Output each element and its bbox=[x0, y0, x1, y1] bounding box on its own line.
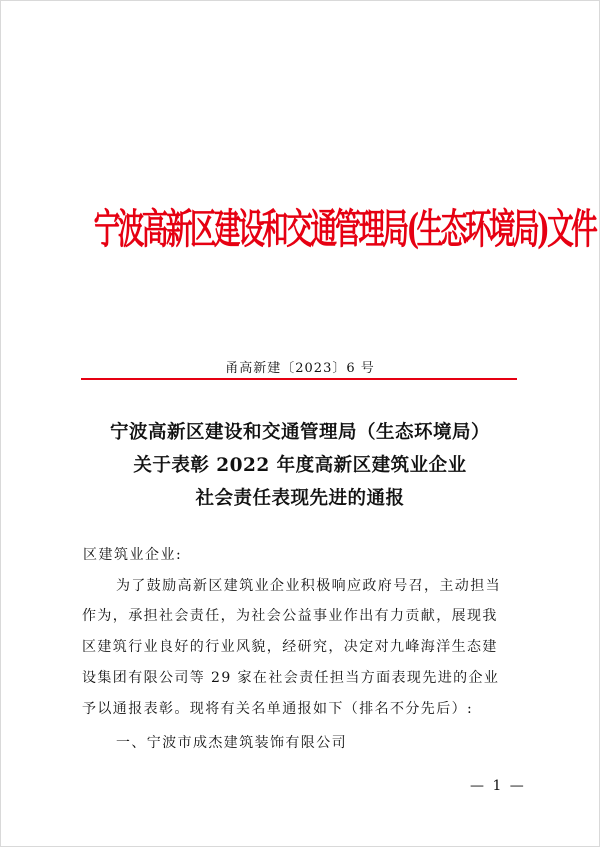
body-paragraph-line: 设集团有限公司等 29 家在社会责任担当方面表现先进的企业 bbox=[82, 670, 500, 686]
notice-title-line-2: 关于表彰 2022 年度高新区建筑业企业 bbox=[133, 455, 467, 476]
body-paragraph-line: 作为，承担社会责任，为社会公益事业作出有力贡献，展现我 bbox=[82, 608, 498, 624]
page-number: — 1 — bbox=[470, 778, 526, 794]
document-header-title: 宁波高新区建设和交通管理局(生态环境局)文件 bbox=[93, 206, 596, 254]
red-divider-line bbox=[81, 378, 517, 380]
body-paragraph-line: 为了鼓励高新区建筑业企业积极响应政府号召，主动担当 bbox=[116, 578, 501, 594]
notice-title-line-1: 宁波高新区建设和交通管理局（生态环境局） bbox=[109, 422, 490, 443]
salutation: 区建筑业企业: bbox=[83, 547, 183, 563]
document-number: 甬高新建〔2023〕6 号 bbox=[225, 361, 375, 376]
body-paragraph-line: 予以通报表彰。现将有关名单通报如下（排名不分先后）: bbox=[82, 701, 474, 717]
body-paragraph-line: 区建筑行业良好的行业风貌，经研究，决定对九峰海洋生态建 bbox=[82, 639, 498, 655]
notice-title-line-3: 社会责任表现先进的通报 bbox=[195, 488, 405, 509]
company-list-item: 一、宁波市成杰建筑装饰有限公司 bbox=[116, 735, 347, 751]
